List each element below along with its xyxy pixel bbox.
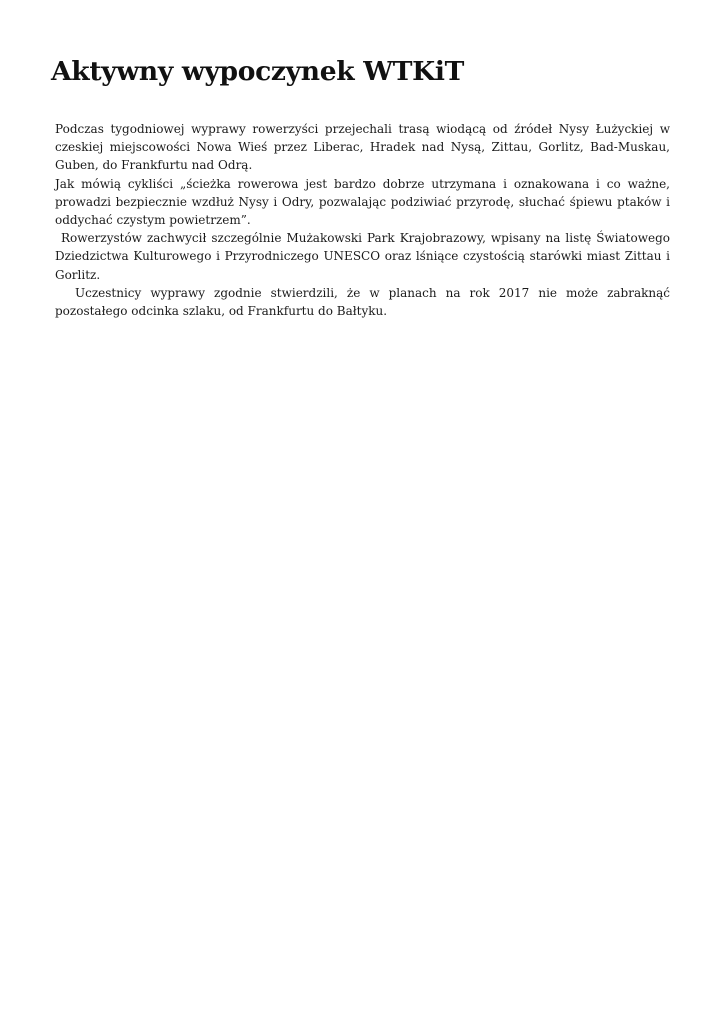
page-title: Aktywny wypoczynek WTKiT <box>51 56 465 87</box>
paragraph-route: Podczas tygodniowej wyprawy rowerzyści przejechali trasą wiodącą od źródeł Nysy Łużyckiej w czeskiej miejscowości Nowa Wieś przez Liberac, Hradek nad Nysą, Zittau, Gorlitz, Bad-Muskau, Guben, do Frankfurtu nad Odrą. <box>55 122 670 173</box>
paragraph-park: Rowerzystów zachwycił szczególnie Mużakowski Park Krajobrazowy, wpisany na listę Światowego Dziedzictwa Kulturowego i Przyrodniczego UNESCO oraz lśniące czystością starówki miast Zittau i Gorlitz. <box>55 231 670 282</box>
article-body <box>55 120 670 320</box>
paragraph-plans: Uczestnicy wyprawy zgodnie stwierdzili, że w planach na rok 2017 nie może zabraknąć pozostałego odcinka szlaku, od Frankfurtu do Bałtyku. <box>55 285 670 319</box>
paragraph-cyclists-quote: Jak mówią cykliści „ścieżka rowerowa jest bardzo dobrze utrzymana i oznakowana i co ważne, prowadzi bezpiecznie wzdłuż Nysy i Odry, pozwalając podziwiać przyrodę, słuchać śpiewu ptaków i oddychać czystym powietrzem”. <box>55 176 670 228</box>
